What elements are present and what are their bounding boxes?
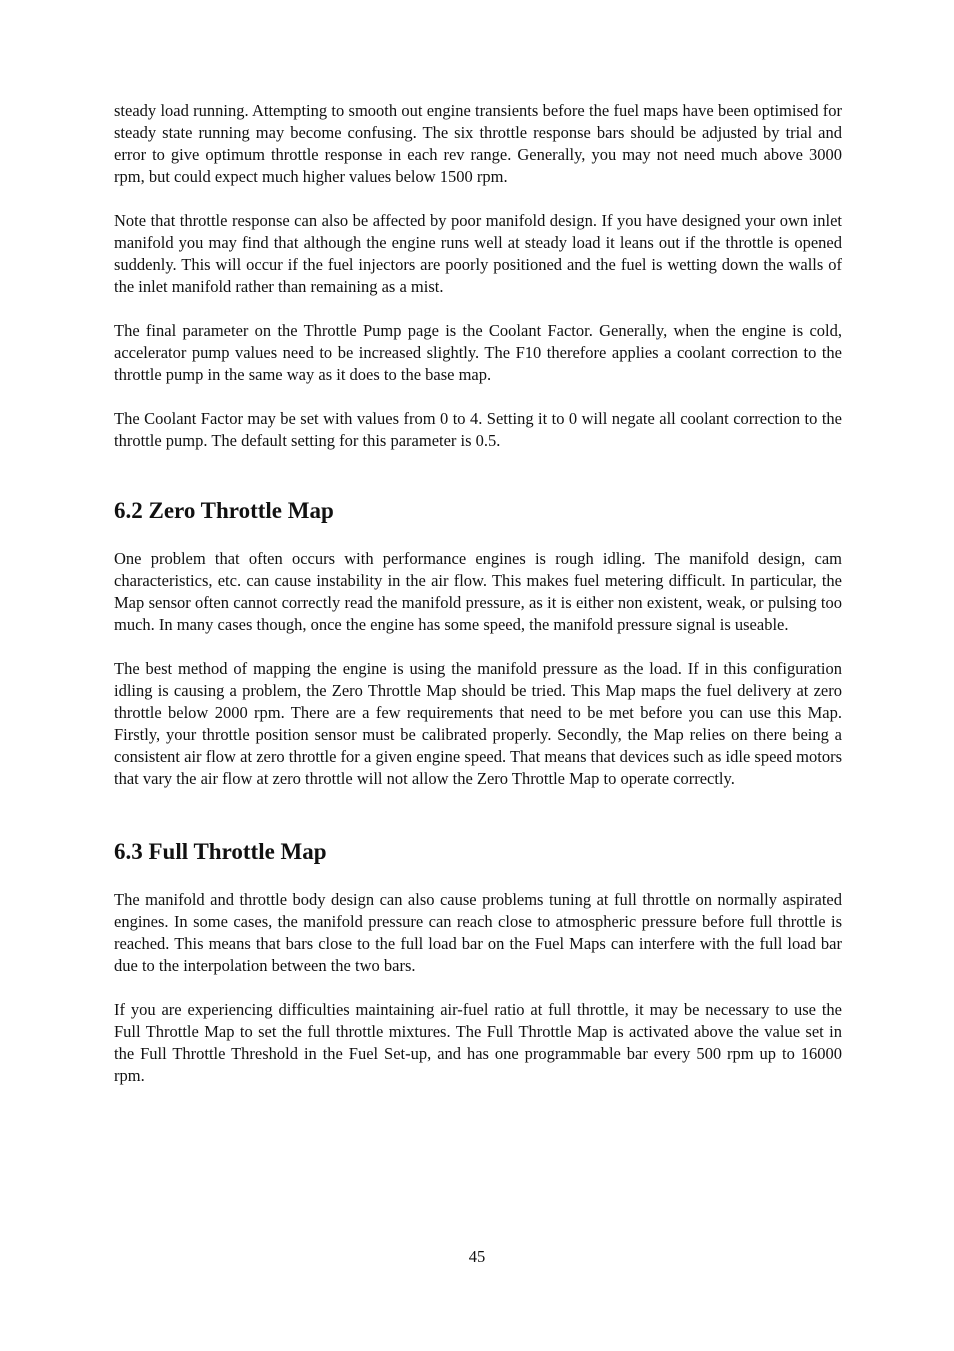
- intro-paragraph-4: The Coolant Factor may be set with values from 0 to 4. Setting it to 0 will negate all coolant correction to the throttle pump. The default setting for this parameter is 0.5.: [114, 409, 842, 450]
- intro-paragraph-2: Note that throttle response can also be affected by poor manifold design. If you have designed your own inlet manifold you may find that although the engine runs well at steady load it leans out if the throttle is opened suddenly. This will occur if the fuel injectors are poorly positioned and the fuel is wetting down the walls of the inlet manifold rather than remaining as a mist.: [114, 211, 842, 296]
- full-throttle-paragraph-2: If you are experiencing difficulties maintaining air-fuel ratio at full throttle, it may be necessary to use the Full Throttle Map to set the full throttle mixtures. The Full Throttle Map is activated above the value set in the Full Throttle Threshold in the Fuel Set-up, and has one programmable bar every 500 rpm up to 16000 rpm.: [114, 1000, 842, 1085]
- full-throttle-heading: 6.3 Full Throttle Map: [114, 839, 327, 864]
- intro-paragraph-1: steady load running. Attempting to smooth out engine transients before the fuel maps have been optimised for steady state running may become confusing. The six throttle response bars should be adjusted by trial and error to give optimum throttle response in each rev range. Generally, you may not need much above 3000 rpm, but could expect much higher values below 1500 rpm.: [114, 101, 842, 186]
- intro-paragraph-3: The final parameter on the Throttle Pump page is the Coolant Factor. Generally, when the engine is cold, accelerator pump values need to be increased slightly. The F10 therefore applies a coolant correction to the throttle pump in the same way as it does to the base map.: [114, 321, 842, 384]
- zero-throttle-heading: 6.2 Zero Throttle Map: [114, 498, 334, 523]
- zero-throttle-paragraph-2: The best method of mapping the engine is using the manifold pressure as the load. If in this configuration idling is causing a problem, the Zero Throttle Map should be tried. This Map maps the fuel delivery at zero throttle below 2000 rpm. There are a few requirements that need to be met before you can use this Map. Firstly, your throttle position sensor must be calibrated properly. Secondly, the Map relies on there being a consistent air flow at zero throttle for a given engine speed. That means that devices such as idle speed motors that vary the air flow at zero throttle will not allow the Zero Throttle Map to operate correctly.: [114, 659, 842, 788]
- page-number: 45: [468, 1247, 486, 1266]
- zero-throttle-paragraph-1: One problem that often occurs with performance engines is rough idling. The manifold design, cam characteristics, etc. can cause instability in the air flow. This makes fuel metering difficult. In particular, the Map sensor often cannot correctly read the manifold pressure, as it is either non existent, weak, or pulsing too much. In many cases though, once the engine has some speed, the manifold pressure signal is useable.: [114, 549, 842, 634]
- full-throttle-paragraph-1: The manifold and throttle body design can also cause problems tuning at full throttle on normally aspirated engines. In some cases, the manifold pressure can reach close to atmospheric pressure before full throttle is reached. This means that bars close to the full load bar on the Fuel Maps can interfere with the full load bar due to the interpolation between the two bars.: [114, 890, 842, 975]
- page-content: [114, 100, 842, 1087]
